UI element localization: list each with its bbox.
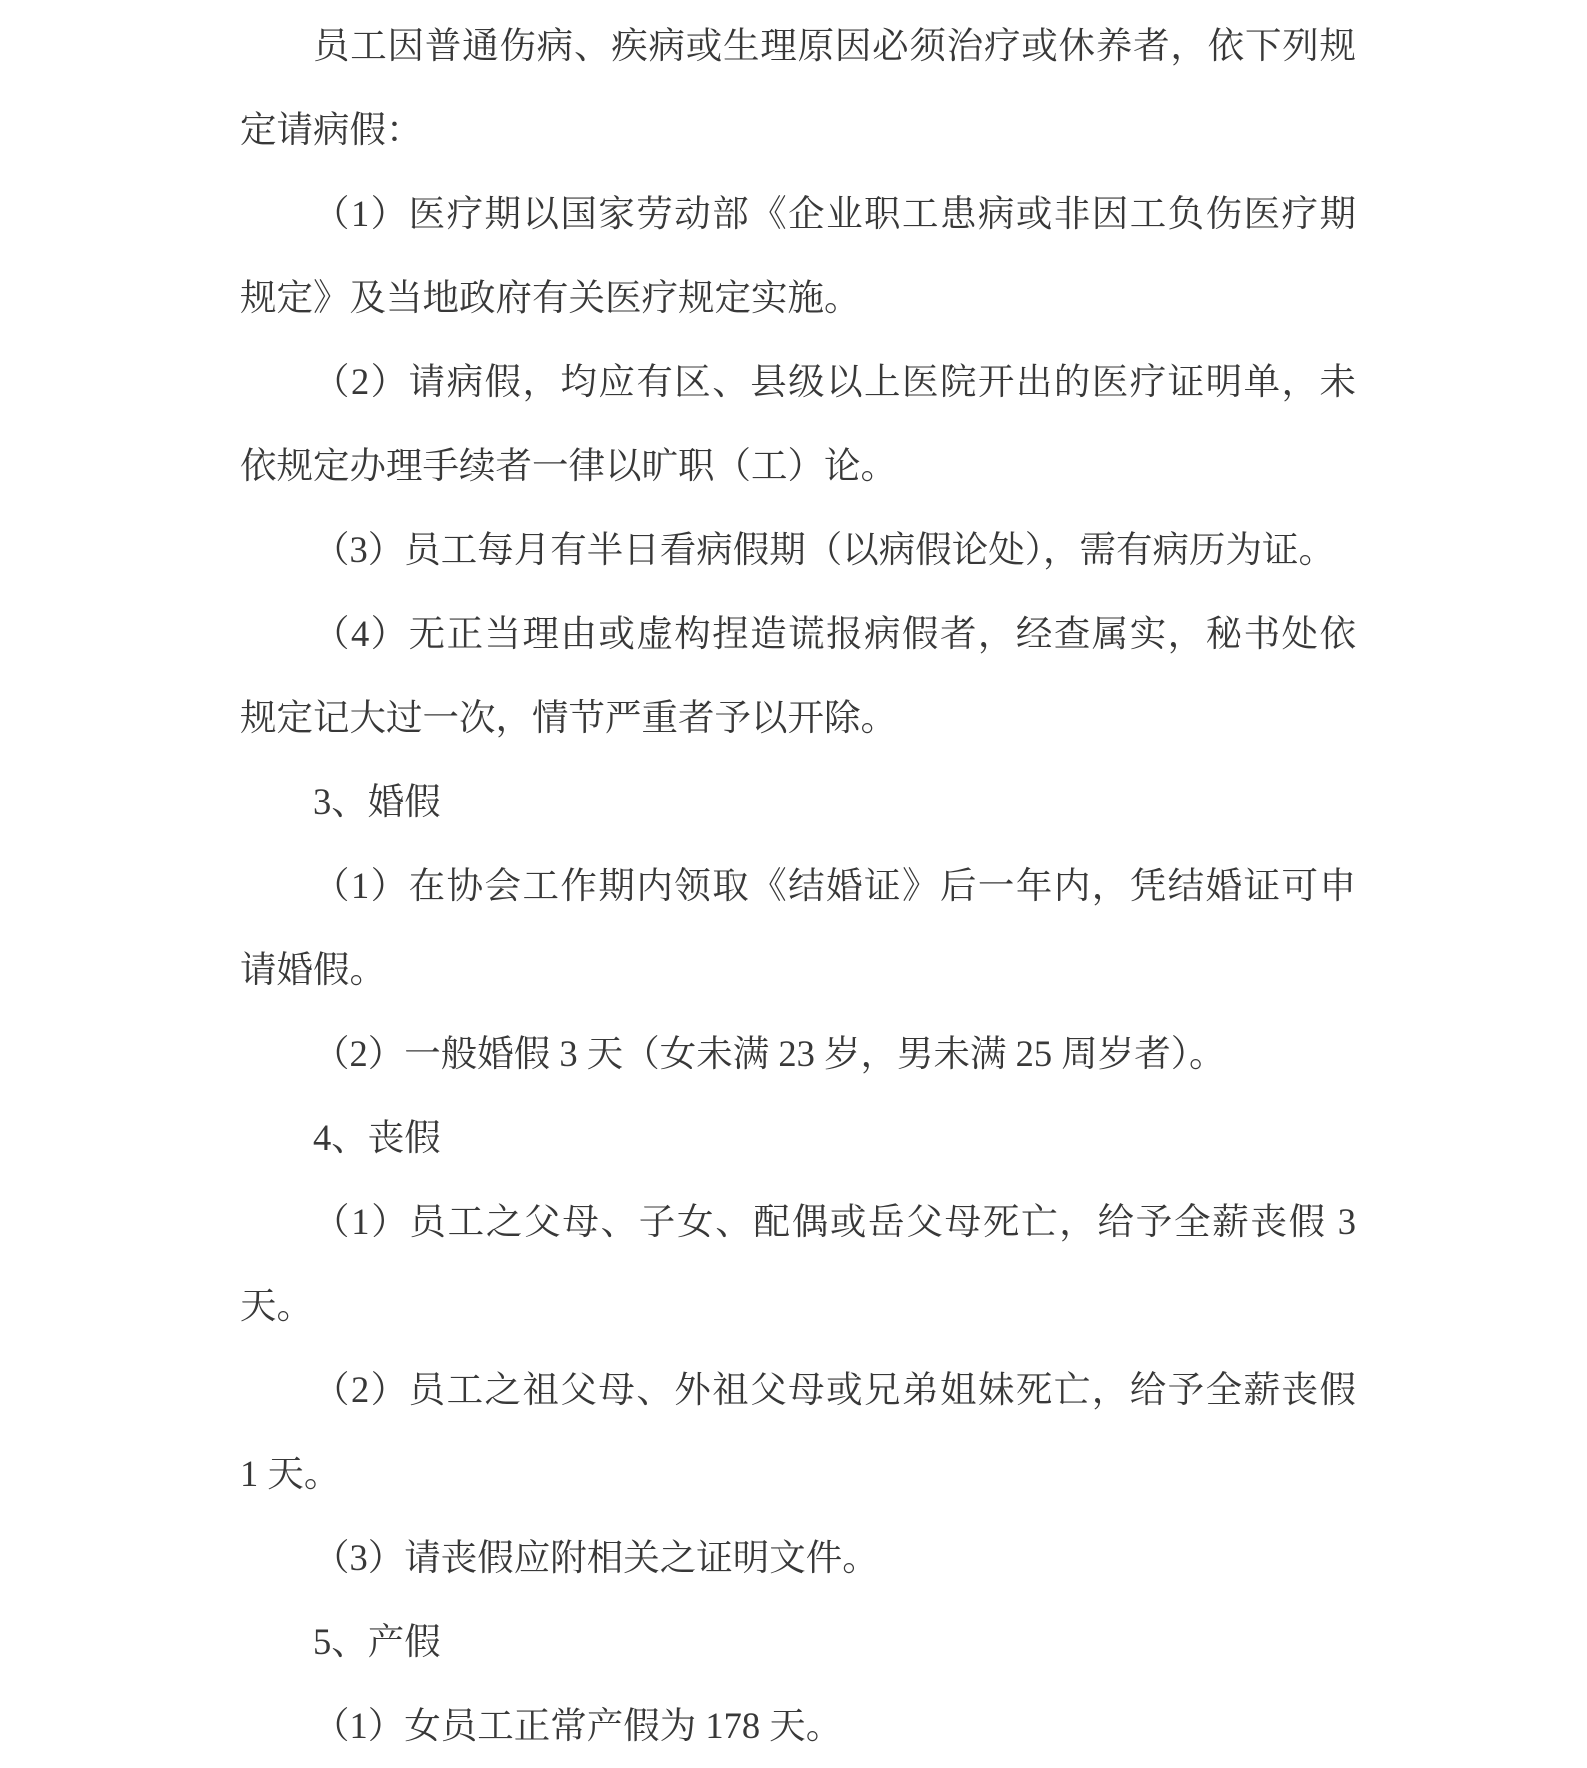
text-line: 3、婚假 xyxy=(313,781,441,822)
text-line: （1）医疗期以国家劳动部《企业职工患病或非因工负伤医疗期 xyxy=(313,193,1356,234)
text-line: 5、产假 xyxy=(313,1621,441,1662)
text-line: 依规定办理手续者一律以旷职（工）论。 xyxy=(240,445,897,486)
text-line: 定请病假： xyxy=(240,109,423,150)
text-line: 天。 xyxy=(240,1285,313,1326)
text-line: 规定记大过一次，情节严重者予以开除。 xyxy=(240,697,897,738)
document-text-column xyxy=(240,4,1356,1768)
text-line: （3）请丧假应附相关之证明文件。 xyxy=(313,1537,879,1578)
text-line: （4）无正当理由或虚构捏造谎报病假者，经查属实，秘书处依 xyxy=(313,613,1356,654)
text-line: 4、丧假 xyxy=(313,1117,441,1158)
text-line: 请婚假。 xyxy=(240,949,386,990)
text-line: （1）女员工正常产假为 178 天。 xyxy=(313,1705,843,1746)
text-line: （2）一般婚假 3 天（女未满 23 岁，男未满 25 周岁者）。 xyxy=(313,1033,1226,1074)
text-line: （1）在协会工作期内领取《结婚证》后一年内，凭结婚证可申 xyxy=(313,865,1356,906)
text-line: 规定》及当地政府有关医疗规定实施。 xyxy=(240,277,861,318)
text-line: 1 天。 xyxy=(240,1453,341,1494)
text-line: （2）请病假，均应有区、县级以上医院开出的医疗证明单，未 xyxy=(313,361,1356,402)
text-line: （2）员工之祖父母、外祖父母或兄弟姐妹死亡，给予全薪丧假 xyxy=(313,1369,1356,1410)
text-line: （1）员工之父母、子女、配偶或岳父母死亡，给予全薪丧假 3 xyxy=(313,1201,1356,1242)
text-line: 员工因普通伤病、疾病或生理原因必须治疗或休养者，依下列规 xyxy=(313,25,1356,66)
text-line: （3）员工每月有半日看病假期（以病假论处），需有病历为证。 xyxy=(313,529,1335,570)
